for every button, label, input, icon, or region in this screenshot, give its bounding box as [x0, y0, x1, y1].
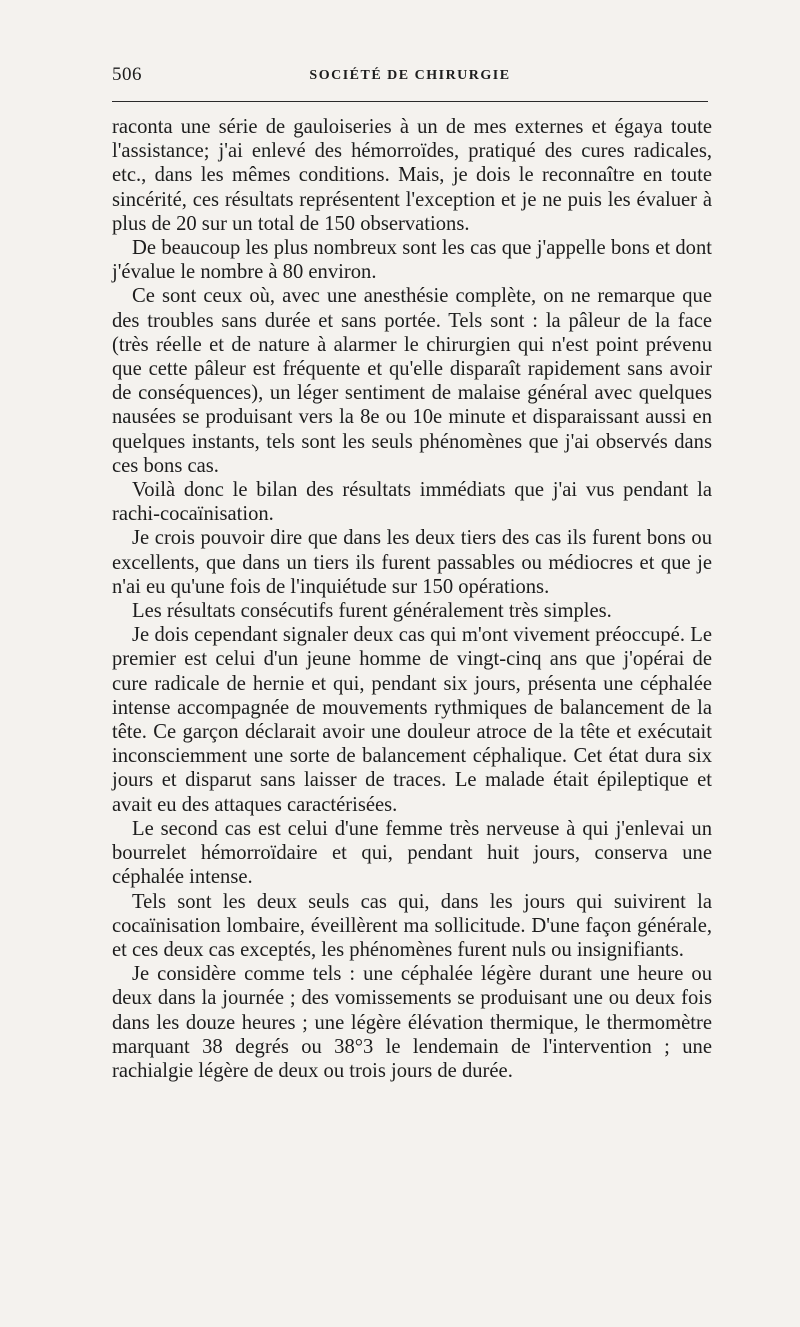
paragraph: Je considère comme tels : une céphalée légère durant une heure ou deux dans la journée ; des vomissements se produisant une ou deux fois dans les douze heures ; une légère élévation thermique, le thermomètre marquant 38 degrés ou 38°3 le lendemain de l'intervention ; une rachialgie légère de deux ou trois jours de durée.: [112, 963, 712, 1082]
paragraph: Le second cas est celui d'une femme très nerveuse à qui j'enlevai un bourrelet hémorroïdaire et qui, pendant huit jours, conserva une céphalée intense.: [112, 817, 712, 889]
paragraph: Les résultats consécutifs furent généralement très simples.: [132, 600, 612, 623]
paragraph: De beaucoup les plus nombreux sont les cas que j'appelle bons et dont j'évalue le nombre à 80 environ.: [112, 237, 712, 284]
paragraph-continuation: raconta une série de gauloiseries à un de mes externes et égaya toute l'assistance; j'ai enlevé des hémorroïdes, pratiqué des cures radicales, etc., dans les mêmes conditions. Mais, je dois le reconnaître en toute sincérité, ces résultats représentent l'exception et je ne puis les évaluer à plus de 20 sur un total de 150 observations.: [112, 116, 712, 235]
paragraph: Tels sont les deux seuls cas qui, dans les jours qui suivirent la cocaïnisation lombaire, éveillèrent ma sollicitude. D'une façon générale, et ces deux cas exceptés, les phénomènes furent nuls ou insignifiants.: [112, 890, 712, 961]
page-number: 506: [112, 64, 142, 85]
paragraph: Voilà donc le bilan des résultats immédiats que j'ai vus pendant la rachi-cocaïnisation.: [112, 479, 712, 526]
body-text: [112, 115, 712, 1083]
paragraph: Je crois pouvoir dire que dans les deux tiers des cas ils furent bons ou excellents, que dans un tiers ils furent passables ou médiocres et que je n'ai eu qu'une fois de l'inquiétude sur 150 opérations.: [112, 527, 712, 598]
header-rule: [112, 101, 708, 102]
running-title: SOCIÉTÉ DE CHIRURGIE: [309, 68, 511, 83]
paragraph: Je dois cependant signaler deux cas qui m'ont vivement préoccupé. Le premier est celui d'un jeune homme de vingt-cinq ans que j'opérai de cure radicale de hernie et qui, pendant six jours, présenta une céphalée intense accompagnée de mouvements rythmiques de balancement de la tête. Ce garçon déclarait avoir une douleur atroce de la tête et exécutait inconsciemment une sorte de balancement céphalique. Cet état dura six jours et disparut sans laisser de traces. Le malade était épileptique et avait eu des attaques caractérisées.: [112, 624, 712, 816]
paragraph: Ce sont ceux où, avec une anesthésie complète, on ne remarque que des troubles sans durée et sans portée. Tels sont : la pâleur de la face (très réelle et de nature à alarmer le chirurgien qui n'est point prévenu que cette pâleur est fréquente et qu'elle disparaît rapidement sans avoir de conséquences), un léger sentiment de malaise général avec quelques nausées se produisant vers la 8e ou 10e minute et disparaissant aussi en quelques instants, tels sont les seuls phénomènes que j'ai observés dans ces bons cas.: [112, 285, 712, 477]
page-header: [112, 62, 708, 92]
